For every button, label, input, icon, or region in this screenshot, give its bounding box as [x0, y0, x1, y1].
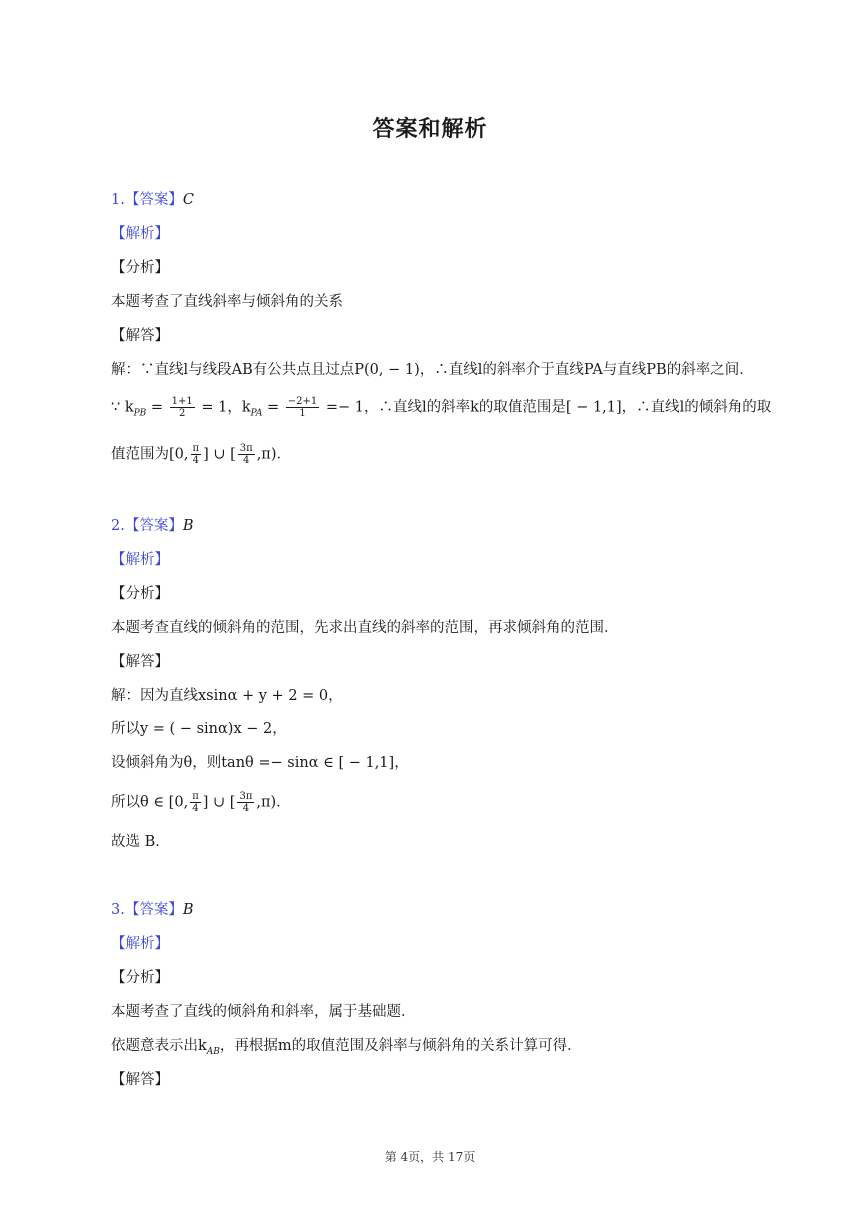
- q3-answer-value: B: [182, 902, 194, 918]
- q1-frac2-den: 1: [299, 408, 306, 419]
- q2-answer-label: 2.【答案】: [111, 518, 183, 534]
- q2-frac2-den: 4: [242, 803, 250, 814]
- q1-frac3-num: π: [192, 443, 200, 454]
- q2-solution-line5: 故选 B．: [111, 834, 170, 850]
- q1-sol2-sub1: PB: [133, 408, 147, 419]
- q2-answer-value: B: [182, 518, 194, 534]
- q1-sol2-part-b: =: [146, 399, 168, 416]
- q2-solution-line3: 设倾斜角为θ，则tanθ =− sinα ∈ [ − 1,1]，: [111, 755, 409, 771]
- q2-solution-line1: 解：因为直线xsinα + y + 2 = 0，: [111, 688, 343, 704]
- q1-answer: [111, 190, 194, 210]
- q3-fenxi-heading: 【分析】: [111, 970, 169, 986]
- q1-sol3-part-c: ,π)．: [256, 446, 291, 463]
- q1-solution-line3: [111, 443, 291, 466]
- q1-sol2-part-a: ∵ k: [111, 399, 134, 416]
- q3-jiexi-heading: 【解析】: [111, 936, 169, 952]
- q1-fraction-2: [286, 396, 319, 419]
- q2-jiexi-heading: 【解析】: [111, 552, 169, 568]
- q2-jieda-heading: 【解答】: [111, 654, 169, 670]
- q1-sol2-part-c: = 1，k: [196, 399, 251, 416]
- q1-answer-value: C: [182, 192, 194, 208]
- q1-frac1-den: 2: [179, 408, 186, 419]
- q1-frac3-den: 4: [192, 455, 199, 466]
- q2-solution-line4: [111, 791, 291, 814]
- q2-solution-line2: 所以y = ( − sinα)x − 2，: [111, 721, 287, 737]
- q3-analysis2-sub: AB: [206, 1046, 220, 1057]
- q3-jieda-heading: 【解答】: [111, 1072, 169, 1088]
- q1-solution-line1: 解：∵直线l与线段AB有公共点且过点P(0, − 1)，∴直线l的斜率介于直线PA与直线PB的斜率之间．: [111, 362, 754, 378]
- page-title: 答案和解析: [372, 117, 488, 142]
- q2-fraction-1: [190, 791, 201, 814]
- q1-fraction-4: [238, 443, 255, 466]
- q1-sol2-part-e: =− 1，∴直线l的斜率k的取值范围是[ − 1,1]，∴直线l的倾斜角的取: [321, 399, 772, 416]
- q1-frac1-num: 1+1: [171, 396, 193, 407]
- q1-frac2-num: −2+1: [287, 396, 318, 407]
- q1-fraction-3: [191, 443, 202, 466]
- q3-analysis: 本题考查了直线的倾斜角和斜率，属于基础题．: [111, 1004, 416, 1020]
- q1-solution-line2: [111, 396, 771, 423]
- q1-fenxi-heading: 【分析】: [111, 260, 169, 276]
- q1-jieda-heading: 【解答】: [111, 328, 169, 344]
- q1-fraction-1: [170, 396, 195, 419]
- q2-frac1-den: 4: [192, 803, 199, 814]
- q1-frac4-num: 3π: [239, 443, 253, 454]
- q2-frac1-num: π: [192, 791, 199, 802]
- q3-analysis2-part-a: 依题意表示出k: [111, 1038, 207, 1054]
- q2-frac2-num: 3π: [239, 791, 253, 802]
- q1-analysis: 本题考查了直线斜率与倾斜角的关系: [111, 294, 343, 310]
- q3-answer-label: 3.【答案】: [111, 902, 183, 918]
- q1-answer-label: 1.【答案】: [111, 192, 183, 208]
- page-footer: 第 4页，共 17页: [384, 1150, 476, 1164]
- q2-fenxi-heading: 【分析】: [111, 586, 169, 602]
- q1-sol2-sub2: PA: [250, 408, 263, 419]
- q2-analysis: 本题考查直线的倾斜角的范围，先求出直线的斜率的范围，再求倾斜角的范围．: [111, 620, 619, 636]
- q1-frac4-den: 4: [243, 455, 250, 466]
- q2-l4-part-c: ,π)．: [256, 794, 291, 811]
- q2-fraction-2: [237, 791, 254, 814]
- q2-l4-part-b: ] ∪ [: [202, 794, 236, 811]
- q3-answer: [111, 900, 194, 920]
- q3-analysis2-part-b: ，再根据m的取值范围及斜率与倾斜角的关系计算可得．: [219, 1038, 582, 1054]
- q2-l4-part-a: 所以θ ∈ [0,: [111, 794, 189, 811]
- q1-sol2-part-d: =: [262, 399, 284, 416]
- q1-sol3-part-a: 值范围为[0,: [111, 446, 189, 463]
- q2-answer: [111, 516, 194, 536]
- q1-sol3-part-b: ] ∪ [: [203, 446, 236, 463]
- q3-analysis-2: [111, 1036, 582, 1062]
- q1-jiexi-heading: 【解析】: [111, 226, 169, 242]
